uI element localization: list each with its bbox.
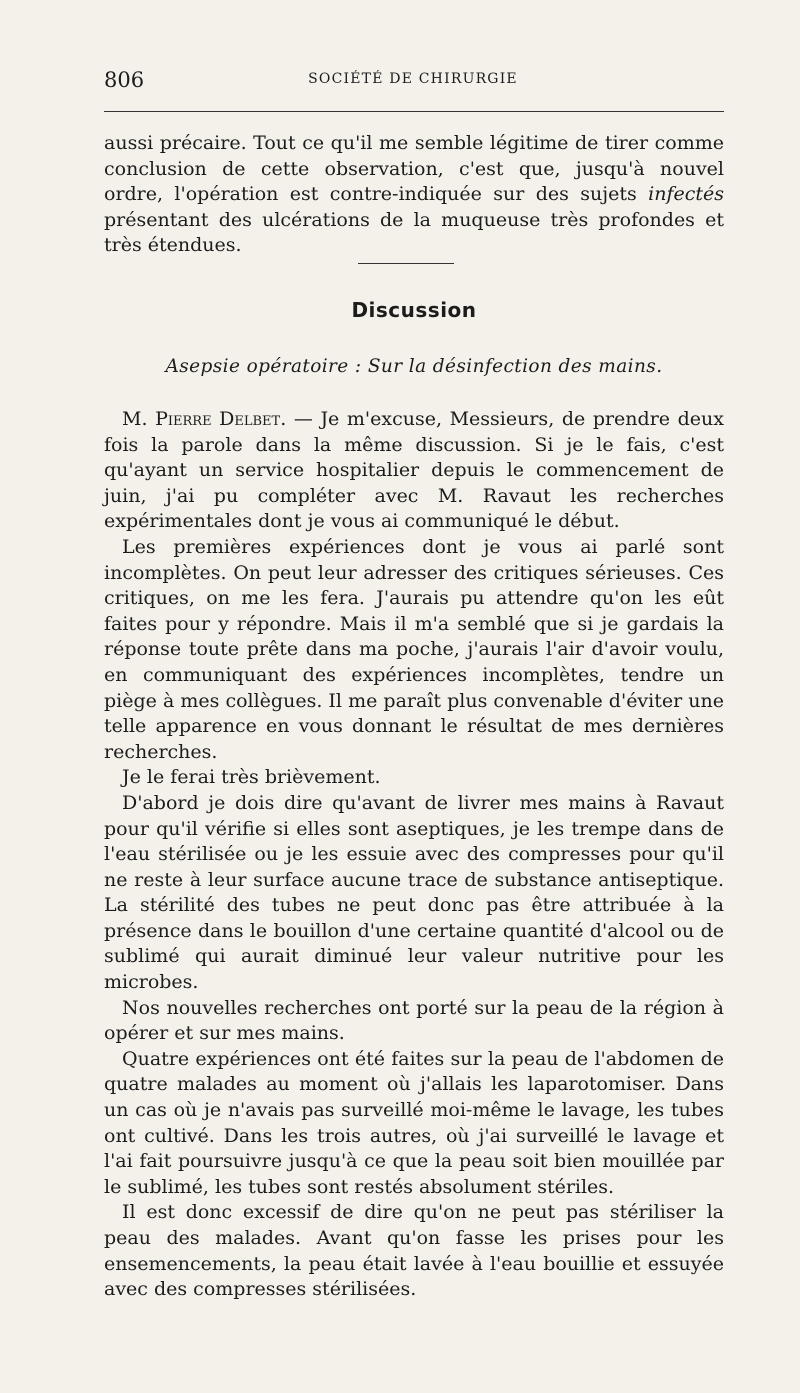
body-paragraph: Nos nouvelles recherches ont porté sur la peau de la région à opérer et sur mes mains.: [104, 996, 724, 1045]
body-paragraph: Quatre expériences ont été faites sur la peau de l'abdomen de quatre malades au moment où j'allais les laparotomiser. Dans un cas où je n'avais pas surveillé moi-même le lavage, les tubes ont cultivé. Dans les trois autres, où j'ai surveillé le lavage et l'ai fait poursuivre jusqu'à ce que la peau soit bien mouillée par le sublimé, les tubes sont restés absolument stériles.: [104, 1047, 724, 1198]
intro-emphasis: infectés: [648, 183, 724, 206]
page-number: 806: [104, 68, 145, 92]
running-title: SOCIÉTÉ DE CHIRURGIE: [308, 71, 518, 87]
speech-body: [104, 407, 724, 1303]
intro-part-1: aussi précaire. Tout ce qu'il me semble légitime de tirer comme conclusion de cette observation, c'est que, jusqu'à nouvel ordre, l'opération est contre-indiquée sur des sujets: [104, 132, 724, 206]
section-divider: [358, 263, 454, 264]
body-paragraph: Les premières expériences dont je vous ai parlé sont incomplètes. On peut leur adresser des critiques sérieuses. Ces critiques, on me les fera. J'aurais pu attendre qu'on les eût faites pour y répondre. Mais il m'a semblé que si je gardais la réponse toute prête dans ma poche, j'aurais l'air d'avoir voulu, en communiquant des expériences incomplètes, tendre un piège à mes collègues. Il me paraît plus convenable d'éviter une telle apparence en vous donnant le résultat de mes dernières recherches.: [104, 535, 724, 763]
page-header: [104, 68, 722, 94]
body-paragraph: Il est donc excessif de dire qu'on ne peut pas stériliser la peau des malades. Avant qu'on fasse les prises pour les ensemencements, la peau était lavée à l'eau bouillie et essuyée avec des compresses stérilisées.: [104, 1201, 724, 1301]
speech-opening-paragraph: [104, 407, 724, 535]
section-heading: Discussion: [351, 298, 477, 322]
intro-paragraph: [104, 131, 724, 259]
speech-opening: — Je m'excuse, Messieurs, de prendre deux fois la parole dans la même discussion. Si je le fais, c'est qu'ayant un service hospitalier depuis le commencement de juin, j'ai pu compléter avec M. Ravaut les recherches expérimentales dont je vous ai communiqué le début.: [104, 408, 724, 533]
header-rule: [104, 111, 724, 112]
speaker-name: M. Pierre Delbet.: [122, 408, 287, 430]
section-subheading: Asepsie opératoire : Sur la désinfection des mains.: [165, 356, 663, 377]
intro-part-2: présentant des ulcérations de la muqueuse très profondes et très étendues.: [104, 208, 724, 257]
intro-text: [104, 131, 724, 259]
body-paragraph: D'abord je dois dire qu'avant de livrer mes mains à Ravaut pour qu'il vérifie si elles sont aseptiques, je les trempe dans de l'eau stérilisée ou je les essuie avec des compresses pour qu'il ne reste à leur surface aucune trace de substance antiseptique. La stérilité des tubes ne peut donc pas être attribuée à la présence dans le bouillon d'une certaine quantité d'alcool ou de sublimé qui aurait diminué leur valeur nutritive pour les microbes.: [104, 791, 724, 994]
body-paragraph: Je le ferai très brièvement.: [122, 766, 381, 789]
